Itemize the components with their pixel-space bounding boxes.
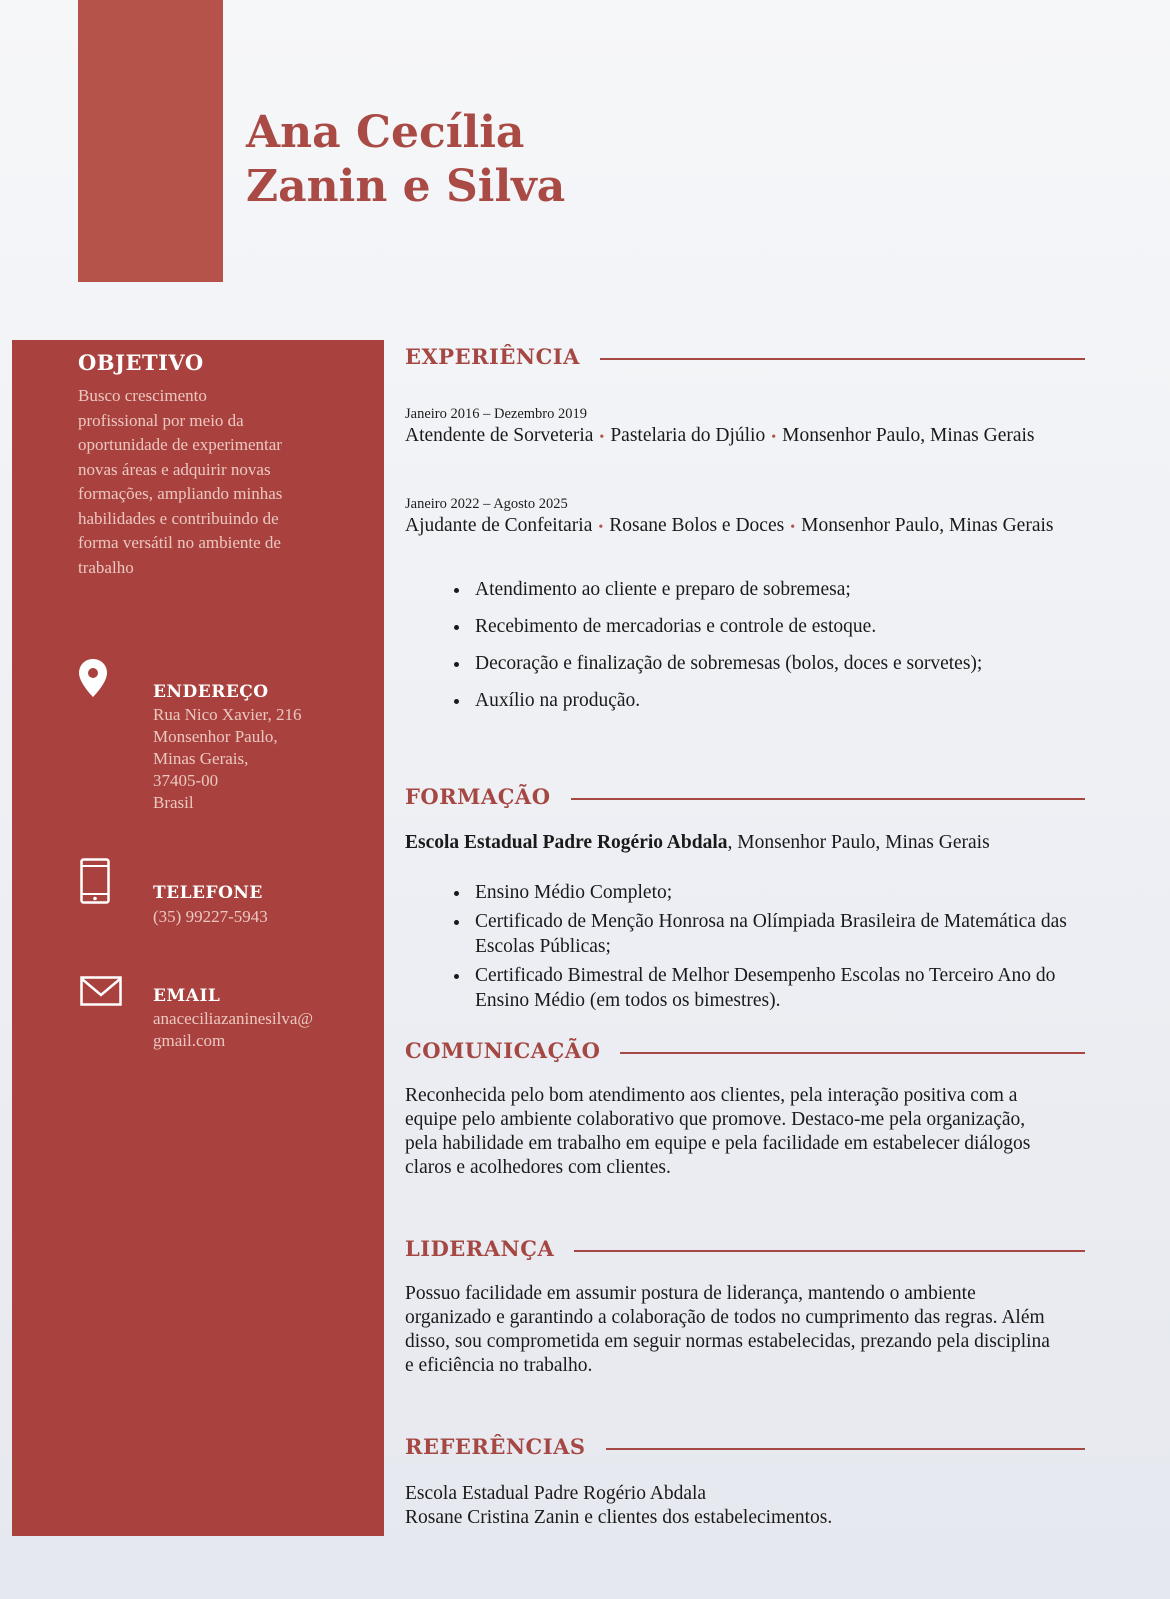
reference-line-1: Escola Estadual Padre Rogério Abdala xyxy=(405,1483,707,1504)
phone-value: (35) 99227-5943 xyxy=(153,907,268,926)
school-name: Escola Estadual Padre Rogério Abdala xyxy=(405,832,728,853)
section-divider xyxy=(571,798,1086,800)
email-label: EMAIL xyxy=(153,986,221,1006)
job-2-company: Rosane Bolos e Doces xyxy=(609,515,785,536)
list-item: • Decoração e finalização de sobremesas (bolos, doces e sorvetes); xyxy=(471,652,1091,675)
references-title: REFERÊNCIAS xyxy=(405,1434,586,1459)
job-2-date: Janeiro 2022 – Agosto 2025 xyxy=(405,496,568,512)
job-1-location: Monsenhor Paulo, Minas Gerais xyxy=(782,425,1035,446)
education-title: FORMAÇÃO xyxy=(405,784,551,809)
education-list xyxy=(405,880,1091,1017)
leadership-title: LIDERANÇA xyxy=(405,1236,555,1261)
address-line-5: Brasil xyxy=(153,793,194,812)
address-value xyxy=(153,704,363,814)
section-divider xyxy=(574,1250,1085,1252)
separator-dot: • xyxy=(790,520,796,535)
reference-line-2: Rosane Cristina Zanin e clientes dos estabelecimentos. xyxy=(405,1507,833,1528)
job-2-title xyxy=(405,513,1065,540)
phone-icon xyxy=(80,858,110,904)
job-2-role: Ajudante de Confeitaria xyxy=(405,515,593,536)
name-line-1: Ana Cecília xyxy=(246,107,525,158)
separator-dot: • xyxy=(771,430,777,445)
school-location: , Monsenhor Paulo, Minas Gerais xyxy=(727,832,990,853)
address-line-2: Monsenhor Paulo, xyxy=(153,727,278,746)
job-1-date: Janeiro 2016 – Dezembro 2019 xyxy=(405,406,588,422)
education-school xyxy=(405,830,1045,855)
candidate-name xyxy=(246,106,565,214)
objective-title: OBJETIVO xyxy=(78,350,204,375)
leadership-header xyxy=(405,1236,1085,1261)
header-accent-block xyxy=(78,0,223,282)
list-item: • Atendimento ao cliente e preparo de sobremesa; xyxy=(471,578,1091,601)
address-line-3: Minas Gerais, xyxy=(153,749,249,768)
email-line-1: anaceciliazaninesilva@ xyxy=(153,1009,314,1028)
communication-header xyxy=(405,1038,1085,1063)
sidebar xyxy=(12,340,384,1536)
section-divider xyxy=(600,358,1085,360)
job-1-role: Atendente de Sorveteria xyxy=(405,425,594,446)
list-item: • Certificado de Menção Honrosa na Olímpiada Brasileira de Matemática das Escolas Públicas; xyxy=(471,909,1091,959)
job-1-company: Pastelaria do Djúlio xyxy=(610,425,766,446)
job-duties-list xyxy=(405,578,1091,726)
experience-header xyxy=(405,344,1085,369)
email-line-2: gmail.com xyxy=(153,1031,226,1050)
list-item: • Certificado Bimestral de Melhor Desempenho Escolas no Terceiro Ano do Ensino Médio (em todos os bimestres). xyxy=(471,963,1091,1013)
experience-title: EXPERIÊNCIA xyxy=(405,344,580,369)
separator-dot: • xyxy=(599,430,605,445)
education-header xyxy=(405,784,1085,809)
communication-text: Reconhecida pelo bom atendimento aos clientes, pela interação positiva com a equipe pelo ambiente colaborativo que promove. Destaco-me pela organização, pela habilidade em trabalho em equipe e pela facilidade em estabelecer diálogos claros e acolhedores com clientes. xyxy=(405,1085,1031,1178)
location-pin-icon xyxy=(78,658,108,698)
leadership-text: Possuo facilidade em assumir postura de liderança, mantendo o ambiente organizado e garantindo a colaboração de todos no cumprimento das regras. Além disso, sou comprometida em seguir normas estabelecidas, prezando pela disciplina e eficiência no trabalho. xyxy=(405,1283,1050,1376)
list-item: • Recebimento de mercadorias e controle de estoque. xyxy=(471,615,1091,638)
address-line-4: 37405-00 xyxy=(153,771,219,790)
address-label: ENDEREÇO xyxy=(153,682,269,702)
email-value xyxy=(153,1008,363,1052)
list-item: • Ensino Médio Completo; xyxy=(471,880,1091,905)
section-divider xyxy=(620,1052,1085,1054)
communication-title: COMUNICAÇÃO xyxy=(405,1038,601,1063)
job-2-location: Monsenhor Paulo, Minas Gerais xyxy=(801,515,1054,536)
references-text xyxy=(405,1482,1055,1530)
name-line-2: Zanin e Silva xyxy=(246,161,566,212)
references-header xyxy=(405,1434,1085,1459)
objective-text: Busco crescimento profissional por meio da oportunidade de experimentar novas áreas e adquirir novas formações, ampliando minhas habilidades e contribuindo de forma versátil no ambiente de trabalho xyxy=(78,386,283,577)
email-envelope-icon xyxy=(80,976,122,1006)
job-1-title xyxy=(405,423,1065,450)
section-divider xyxy=(606,1448,1085,1450)
list-item: • Auxílio na produção. xyxy=(471,689,1091,712)
separator-dot: • xyxy=(598,520,604,535)
phone-label: TELEFONE xyxy=(153,883,263,903)
address-line-1: Rua Nico Xavier, 216 xyxy=(153,705,302,724)
